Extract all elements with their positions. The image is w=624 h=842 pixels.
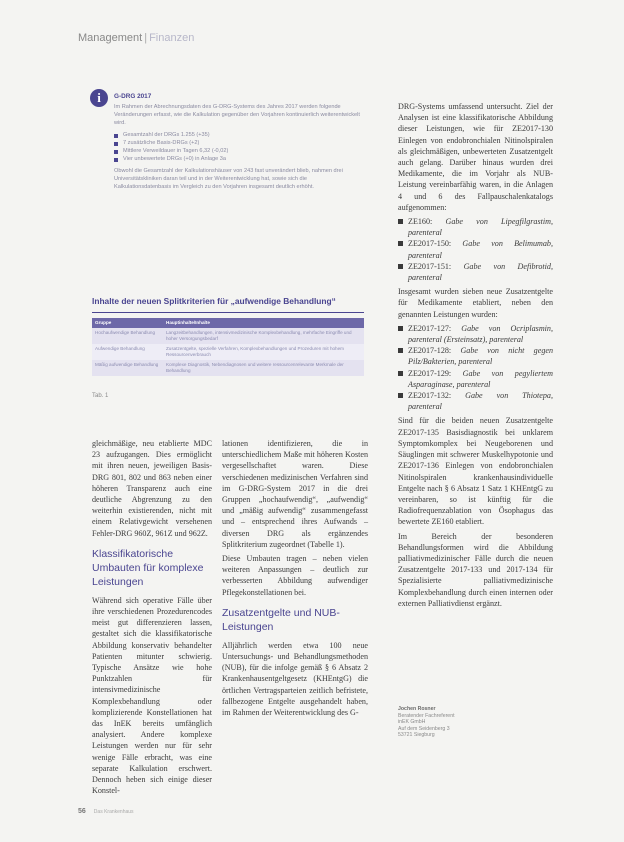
info-box-outro: Obwohl die Gesamtzahl der Kalkulationshäuser von 243 fast unverändert blieb, nahmen drei Universitätskliniken daran teil und in der Weiterentwicklung hat, sowie sich die Kalkulationsdatenbasis im Vergleich zu den Vorjahren insgesamt deutlich erhöht. [114, 168, 343, 190]
ze-code: ZE2017-129: [408, 368, 452, 378]
table-header-cell: Gruppe [92, 318, 163, 328]
table-cell-content: Zusatzentgelte, spezielle Verfahren, Komplexbehandlungen und Prozeduren mit hohem Ressourcenverbrauch [163, 344, 364, 360]
ze-text: Gabe von Thiotepa, parenteral [408, 391, 553, 412]
section-header [78, 32, 194, 44]
zusatzentgelt-list [398, 216, 553, 283]
ze-text: Gabe von Belimumab, parenteral [408, 239, 554, 260]
table-row [92, 328, 364, 344]
section-label: Management [78, 32, 143, 44]
list-item [398, 390, 553, 412]
section-heading: Zusatzentgelte und NUB-Leistungen [222, 606, 340, 633]
table-caption: Tab. 1 [92, 393, 109, 399]
info-box [92, 93, 364, 195]
ze-code: ZE2017-132: [408, 391, 452, 401]
ze-code: ZE2017-128: [408, 346, 452, 356]
author-line: Beratender Fachreferent [398, 712, 455, 719]
text-column-1 [92, 438, 212, 799]
paragraph: Diese Umbauten tragen – neben vielen weiteren Anpassungen – deutlich zur verbesserten Abbildung aufwendiger Pflegekonstellationen bei. [222, 554, 368, 597]
info-box-intro: Im Rahmen der Abrechnungsdaten des G-DRG-Systems des Jahres 2017 werden folgende Veränderungen erfasst, wie die Kalkulation gegenüber den Vorjahren kontinuierlich weiterentwickelt wird. [114, 104, 360, 126]
author-name: Jochen Rosner [398, 706, 436, 712]
table-cell-content: Langzeitbehandlungen, intensivmedizinische Komplexbehandlung, mehrfache Eingriffe und hoher Versorgungsbedarf [163, 328, 364, 344]
zusatzentgelt-list [398, 323, 553, 413]
text-column-2 [222, 438, 368, 721]
ze-code: ZE160: [408, 217, 433, 227]
ze-code: ZE2017-150: [408, 239, 452, 249]
author-line: inEK GmbH [398, 719, 426, 726]
info-box-title: G-DRG 2017 [114, 93, 152, 100]
paragraph: Während sich operative Fälle über ihre verschiedenen Prozedurencodes meist gut differenzieren lassen, gestaltet sich die klassifikatorische Abbildung konservativ behandelter Patienten mitunter schwierig. Typische Ansätze wie hohe Punktzahlen für intensivmedizinische Komplexbehandlung oder komplizierende Konstellationen hat das InEK bereits umfänglich analysiert. Andere komplexe Leistungen werden nur für sehr wenige Fälle erbracht, was eine separate Kalkulation erschwert. Dennoch heben sich einige dieser Konstel- [92, 595, 212, 796]
list-item [398, 345, 553, 367]
ze-text: Gabe von Defibrotid, parenteral [408, 261, 553, 283]
table-cell-group: Aufwendige Behandlung [92, 344, 163, 360]
header-separator: | [144, 32, 148, 44]
list-item [398, 261, 553, 283]
journal-name: Das Krankenhaus [93, 809, 134, 815]
paragraph: Insgesamt wurden sieben neue Zusatzentgelte für Medikamente etabliert, neben den genannten Leistungen wurden: [398, 287, 553, 319]
info-box-bullet: Mittlere Verweildauer in Tagen 6,32 (-0,02) [114, 147, 364, 155]
ze-text: Gabe von nicht gegen Pilz/Bakterien, parenteral [408, 346, 553, 367]
table-row [92, 360, 364, 376]
author-block [398, 706, 518, 739]
paragraph: DRG-Systems umfassend untersucht. Ziel der Analysen ist eine klassifikatorische Abbildung dieser Leistungen, wie für ZE2017-130 Einlegen von endobronchialen Nitinolspiralen als gleichmäßigen, unbewerteten Zusatzentgelt auch gelang. Darüber hinaus wurden drei Medikamente, die im Vorjahr als NUB-Leistung vereinbarfähig waren, in die Anlagen 4 und 6 des Fallpauschalenkatalogs aufgenommen: [398, 102, 553, 212]
paragraph: lationen identifizieren, die in unterschiedlichem Maße mit höheren Kosten vergesellschaftet waren. Diese verschiedenen medizinischen Verfahren sind im G-DRG-System 2017 in die drei Gruppen „hochaufwendig“, „aufwendig“ und „mäßig aufwendig“ zusammengefasst und – entsprechend ihres Aufwands – diversen DRG als ergänzendes Splitkriterium zugeordnet (Tabelle 1). [222, 439, 368, 549]
paragraph: gleichmäßige, neu etablierte MDC 23 aufzugangen. Dies ermöglicht mit ihren neuen, jeweiligen Basis-DRG 801, 802 und 863 neben einer höheren Transparenz auch eine deutliche Abgrenzung zu den weiterhin existierenden, nicht mit einem Relativgewicht versehenen Fehler-DRG 960Z, 961Z und 962Z. [92, 439, 212, 538]
author-line: 53721 Siegburg [398, 732, 435, 739]
page-number: 56 [78, 808, 86, 815]
list-item [398, 368, 553, 390]
list-item [398, 238, 553, 260]
list-item [398, 216, 553, 238]
table-title-rule [92, 312, 364, 313]
paragraph: Im Bereich der besonderen Behandlungsformen wird die Abbildung palliativmedizinischer Fälle durch die neuen Zusatzentgelte 2017-133 und 2017-134 für Spezialisierte palliativmedizinische Komplexbehandlung durch einen internen oder externen Palliativdienst ergänzt. [398, 531, 553, 608]
split-criteria-table [92, 318, 364, 376]
text-column-3 [398, 101, 553, 612]
ze-text: Gabe von pegyliertem Asparaginase, parenteral [408, 368, 553, 389]
ze-text: Gabe von Lipegfilgrastim, parenteral [408, 217, 553, 238]
table-cell-group: Mäßig aufwendige Behandlung [92, 360, 163, 376]
info-icon: i [90, 89, 108, 107]
table-header-cell: Hauptinhalte/Inhalte [163, 318, 364, 328]
info-box-list [114, 131, 364, 163]
ze-code: ZE2017-127: [408, 323, 452, 333]
table-title: Inhalte der neuen Splitkriterien für „aufwendige Behandlung“ [92, 296, 336, 306]
table-cell-group: Hochaufwendige Behandlung [92, 328, 163, 344]
page-footer [78, 808, 134, 815]
ze-code: ZE2017-151: [408, 261, 452, 271]
list-item [398, 323, 553, 345]
paragraph: Sind für die beiden neuen Zusatzentgelte ZE2017-135 Basisdiagnostik bei unklarem Symptomkomplex bei Neugeborenen und Säuglingen mit schwerer Muskelhypotonie und ZE2017-136 Einlegen von endobronchialen Nitinolspiralen krankenhausindividuelle Entgelte nach § 6 Absatz 1 Satz 1 KHEntgG zu vereinbaren, so ist künftig für die Radiofrequenzablation von Ösophagus das bewertete ZE160 etabliert. [398, 416, 553, 527]
table-cell-content: Komplexe Diagnostik, Nebendiagnosen und weitere ressourcenrelevante Merkmale der Behandlung [163, 360, 364, 376]
author-line: Auf dem Seidenberg 3 [398, 725, 450, 732]
table-header-row [92, 318, 364, 328]
info-box-bullet: 7 zusätzliche Basis-DRGs (+2) [114, 139, 364, 147]
table-row [92, 344, 364, 360]
info-box-bullet: Vier unbewertete DRGs (+0) in Anlage 3a [114, 155, 364, 163]
ze-text: Gabe von Ocriplasmin, parenteral (Ersteinsatz), parenteral [408, 323, 553, 345]
section-heading: Klassifikatorische Umbauten für komplexe Leistungen [92, 547, 204, 588]
info-box-bullet: Gesamtzahl der DRGs 1.255 (+35) [114, 131, 364, 139]
paragraph: Alljährlich werden etwa 100 neue Untersuchungs- und Behandlungsmethoden (NUB), für die infolge gemäß § 6 Absatz 2 Krankenhausentgeltgesetz (KHEntgG) die örtlichen Vertragsparteien zeitlich befristete, fallbezogene Entgelte ausgehandelt haben, im Rahmen der Weiterentwicklung des G- [222, 640, 368, 718]
subsection-label: Finanzen [149, 32, 195, 44]
